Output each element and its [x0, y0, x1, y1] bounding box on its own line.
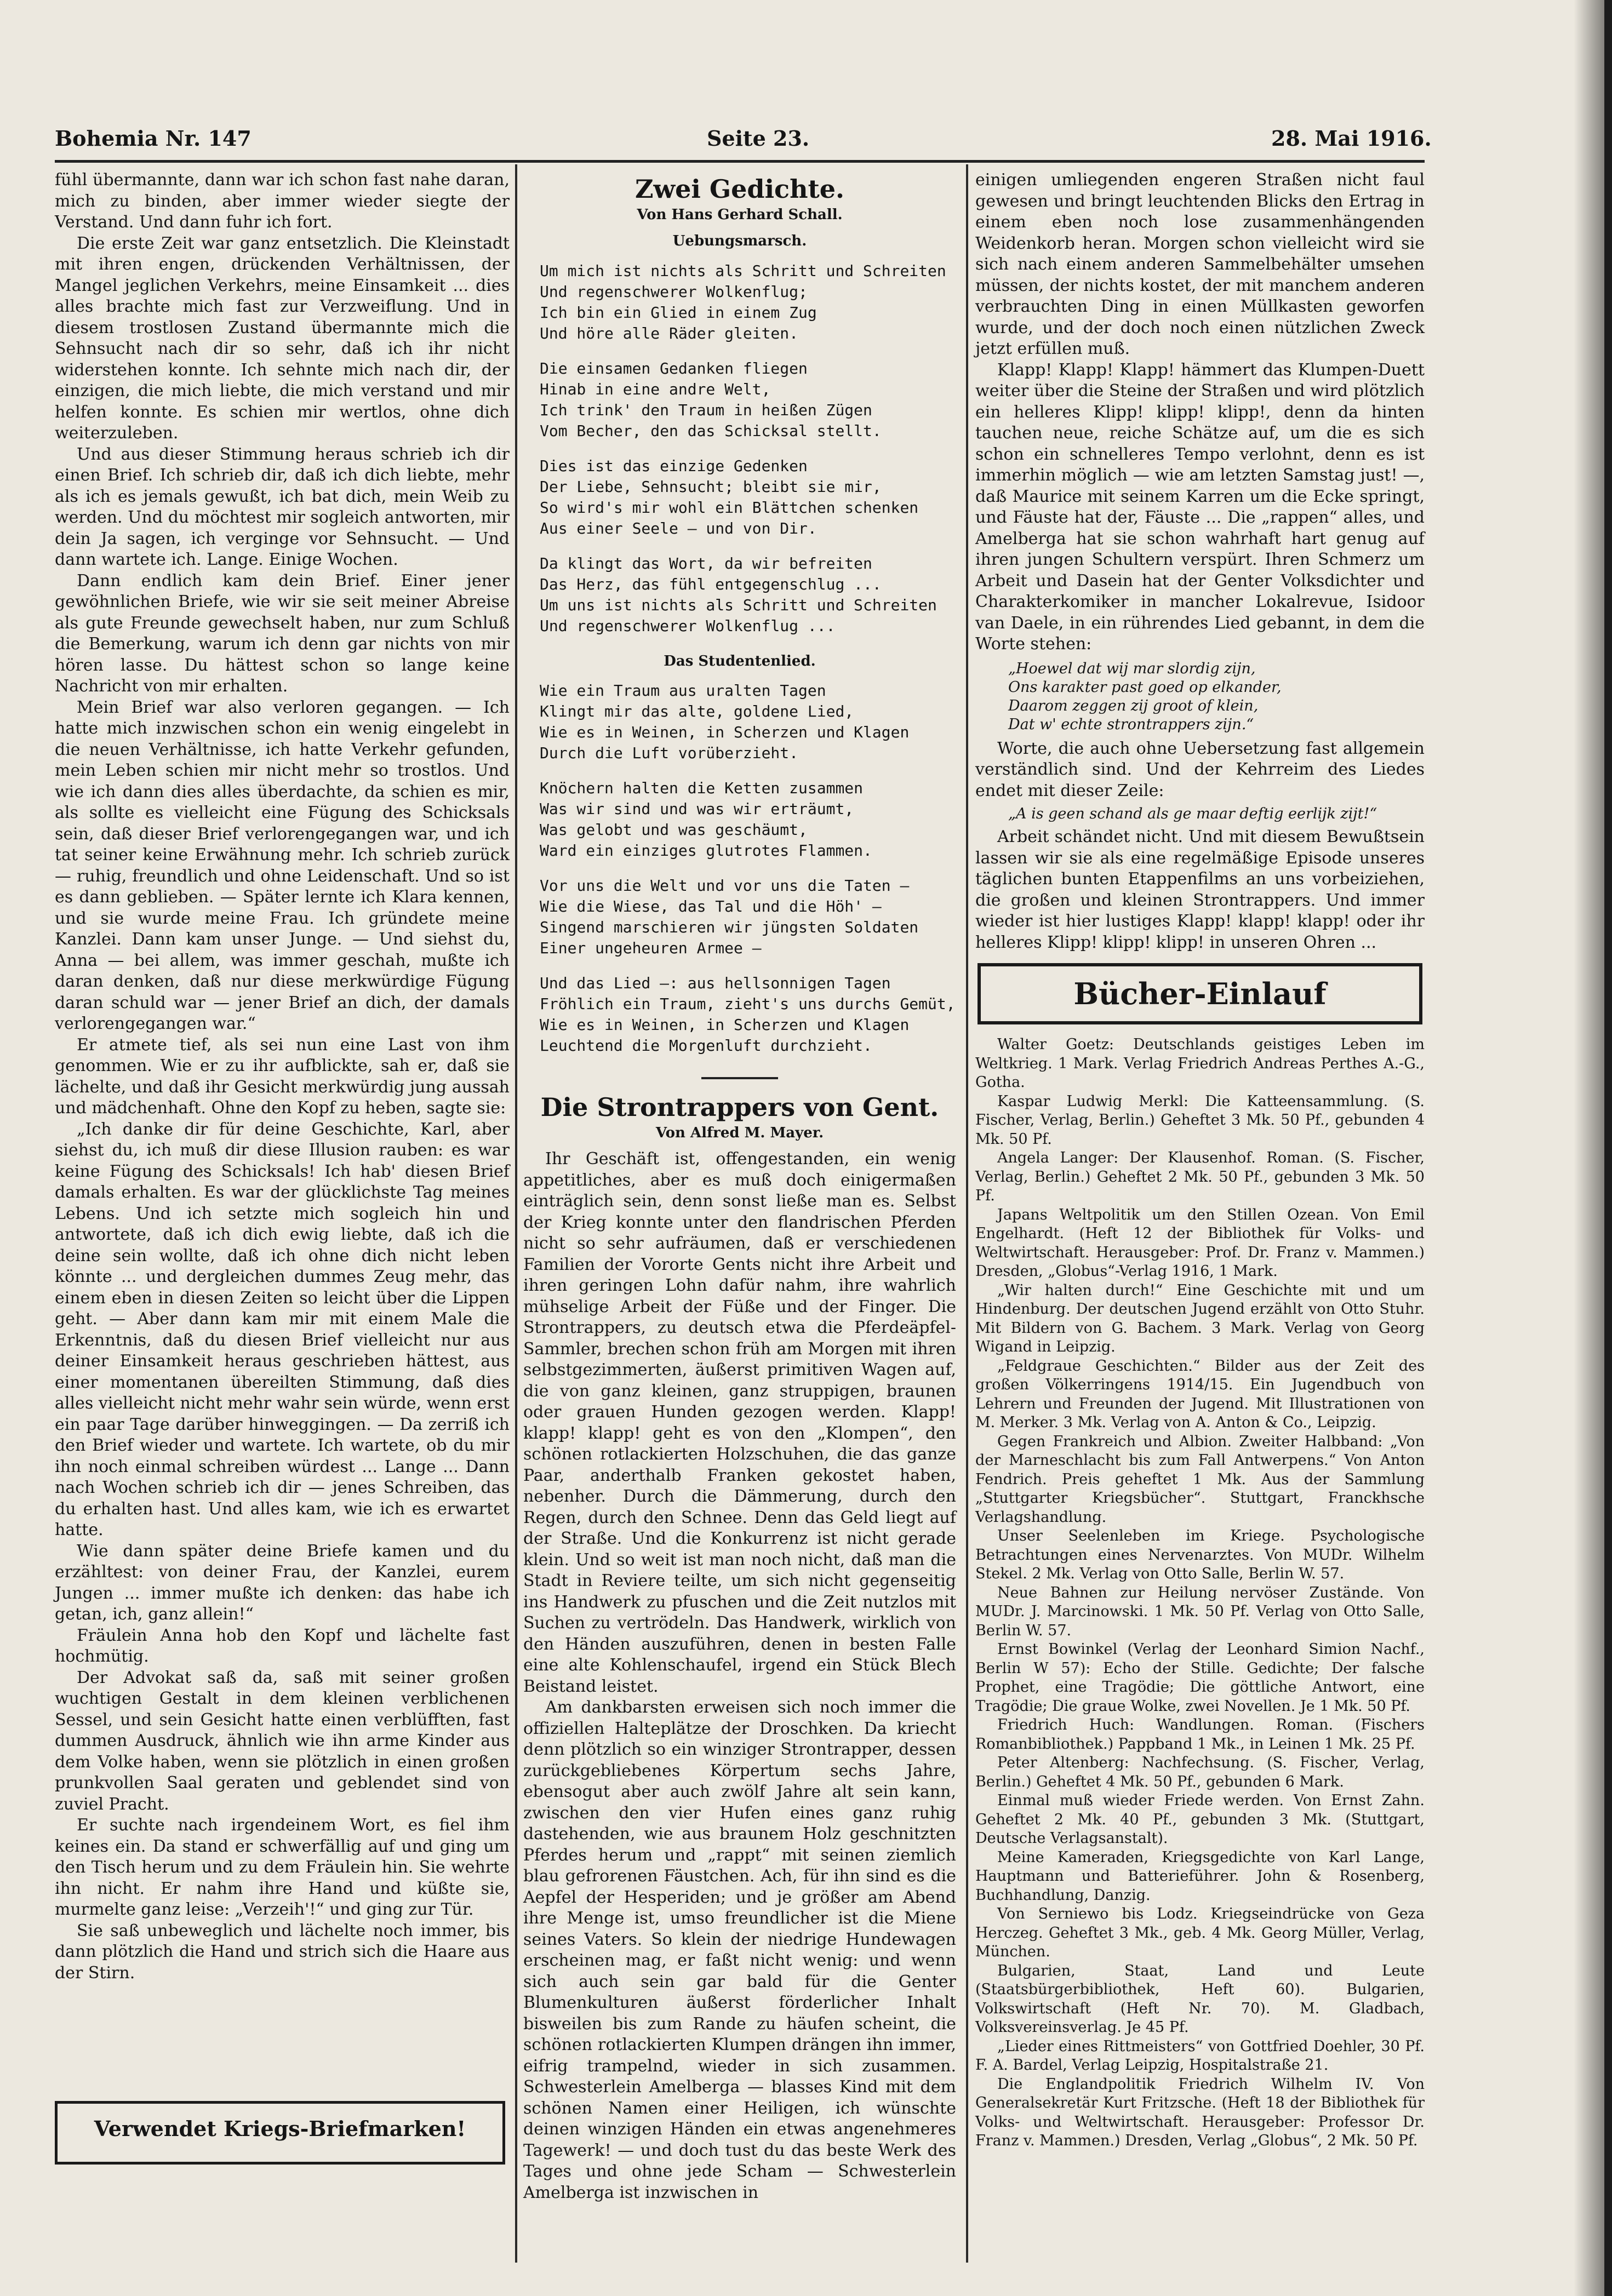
book-entry: Ernst Bowinkel (Verlag der Leonhard Simion Nachf., Berlin W 57): Echo der Stille. Gedichte; Der falsche Prophet, eine Tragödie; Die göttliche Antwort, eine Tragödie; Die graue Wolke, zwei Novellen. Je 1 Mk. 50 Pf. — [975, 1641, 1425, 1715]
poem-line: Dies ist das einzige Gedenken — [540, 456, 808, 475]
paragraph: Er atmete tief, als sei nun eine Last von ihm genommen. Wie er zu ihr aufblickte, sah er, daß sie lächelte, und daß ihr Gesicht merkwürdig jung aussah und mädchenhaft. Ohne den Kopf zu heben, sagte sie: — [55, 1035, 510, 1118]
paragraph: Sie saß unbeweglich und lächelte noch immer, bis dann plötzlich die Hand und strich sich die Haare aus der Stirn. — [55, 1921, 510, 1983]
poem-line: Knöchern halten die Ketten zusammen — [540, 779, 864, 797]
section-divider — [701, 1077, 778, 1079]
poem2-title: Das Studentenlied. — [664, 652, 816, 669]
poem-line: Einer ungeheuren Armee — — [540, 939, 762, 957]
paragraph: Er suchte nach irgendeinem Wort, es fiel ihm keines ein. Da stand er schwerfällig auf und ging um den Tisch herum und zu dem Fräulein hin. Sie wehrte ihn nicht. Er nahm ihre Hand und küßte sie, murmelte ganz leise: „Verzeih'!“ und ging zur Tür. — [55, 1816, 510, 1919]
paragraph: einigen umliegenden engeren Straßen nicht faul gewesen und bringt leuchtenden Blicks den Ertrag in einem eben noch lose zusammenhängenden Weidenkorb heran. Morgen schon vielleicht wird sie sich nach einem anderen Sammelbehälter umsehen müssen, der nichts kostet, der mit manchem anderen verbrauchten Ding in einen Müllkasten geworfen wurde, und der doch noch einen nützlichen Zweck jetzt erfüllen muß. — [975, 170, 1425, 358]
poem-line: Hinab in eine andre Welt, — [540, 380, 771, 398]
poem-line: Fröhlich ein Traum, zieht's uns durchs Gemüt, — [540, 995, 956, 1013]
poem2 — [540, 680, 956, 1056]
poem-line: Vor uns die Welt und vor uns die Taten — — [540, 877, 910, 895]
poem-line: Und das Lied —: aus hellsonnigen Tagen — [540, 974, 891, 992]
poem-line: Ich bin ein Glied in einem Zug — [540, 303, 817, 322]
poem1 — [540, 261, 956, 637]
poem-line: Durch die Luft vorüberzieht. — [540, 744, 799, 762]
poem-stanza — [540, 875, 956, 959]
poem-line: Wie ein Traum aus uralten Tagen — [540, 682, 826, 700]
book-entry: „Lieder eines Rittmeisters“ von Gottfried Doehler, 30 Pf. F. A. Bardel, Verlag Leipzig, Hospitalstraße 21. — [975, 2037, 1425, 2074]
paragraph: Arbeit schändet nicht. Und mit diesem Bewußtsein lassen wir sie als eine regelmäßige Episode unseres täglichen bunten Etappenfilms an uns vorbeiziehen, die großen und kleinen Strontrappers. Und immer wieder ist hier lustiges Klapp! klapp! klapp! oder ihr helleres Klipp! klipp! klipp! in unseren Ohren ... — [975, 827, 1425, 952]
poems-title: Zwei Gedichte. — [634, 174, 845, 204]
war-stamps-notice-box: Verwendet Kriegs-Briefmarken! — [55, 2101, 505, 2165]
quote-line: Ons karakter past goed op elkander, — [1008, 678, 1282, 696]
paragraph: Die erste Zeit war ganz entsetzlich. Die Kleinstadt mit ihren engen, drückenden Verhältnissen, der Mangel jeglichen Verkehrs, meine Einsamkeit ... dies alles brachte mich fast zur Verzweiflung. Und in diesem trostlosen Zustand übermannte mich die Sehnsucht nach dir so sehr, daß ich ihr nicht widerstehen konnte. Ich sehnte mich nach dir, der einzigen, die mich liebte, die mich verstand und mir helfen konnte. Es schien mir wertlos, ohne dich weiterzuleben. — [55, 233, 510, 443]
poem-line: Aus einer Seele — und von Dir. — [540, 519, 817, 537]
poem-stanza — [540, 778, 956, 861]
poem-line: Der Liebe, Sehnsucht; bleibt sie mir, — [540, 477, 882, 496]
column-middle — [523, 170, 956, 2203]
paragraph: Mein Brief war also verloren gegangen. — Ich hatte mich inzwischen schon ein wenig eingelebt in die neuen Verhältnisse, ich hatte Verkehr gefunden, mein Leben schien mir nicht mehr so trostlos. Und wie ich dann dies alles überdachte, da schien es mir, als sollte es vielleicht eine Fügung des Schicksals sein, daß dieser Brief verlorengegangen war, und ich tat seiner keine Erwähnung mehr. Ich schrieb zurück — ruhig, freundlich und ohne Leidenschaft. Und so ist es dann geblieben. — Später lernte ich Klara kennen, und sie wurde meine Frau. Ich gründete meine Kanzlei. Dann kam unser Junge. — Und siehst du, Anna — bei allem, was immer geschah, mußte ich daran denken, daß nur diese merkwürdige Fügung daran schuld war — jener Brief an dich, der damals verlorengegangen war.“ — [55, 697, 510, 1033]
poem-line: Um mich ist nichts als Schritt und Schreiten — [540, 261, 946, 280]
poem-line: Singend marschieren wir jüngsten Soldaten — [540, 918, 919, 936]
poem-line: Und höre alle Räder gleiten. — [540, 324, 799, 342]
header-date: 28. Mai 1916. — [1271, 126, 1432, 151]
paragraph: Wie dann später deine Briefe kamen und du erzähltest: von deiner Frau, der Kanzlei, eurem Jungen ... immer mußte ich denken: das habe ich getan, ich, ganz allein!“ — [55, 1541, 510, 1624]
poem-line: Das Herz, das fühl entgegenschlug ... — [540, 575, 882, 593]
book-entry: Unser Seelenleben im Kriege. Psychologische Betrachtungen eines Nervenarztes. Von MUDr. Wilhelm Stekel. 2 Mk. Verlag von Otto Salle, Berlin W. 57. — [975, 1527, 1425, 1582]
header-rule — [55, 160, 1425, 163]
poem-line: Klingt mir das alte, goldene Lied, — [540, 702, 854, 720]
quote-line: Dat w' echte strontrappers zijn.“ — [1008, 715, 1254, 733]
refrain-quote: „A is geen schand als ge maar deftig eerlijk zijt!“ — [1008, 805, 1377, 822]
header-page-number: Seite 23. — [707, 126, 810, 151]
book-entry: Von Serniewo bis Lodz. Kriegseindrücke von Geza Herczeg. Geheftet 3 Mk., geb. 4 Mk. Georg Müller, Verlag, München. — [975, 1905, 1425, 1960]
paragraph: Fräulein Anna hob den Kopf und lächelte fast hochmütig. — [55, 1625, 510, 1666]
quote-line: „Hoewel dat wij mar slordig zijn, — [1008, 660, 1256, 677]
poem-line: Die einsamen Gedanken fliegen — [540, 359, 808, 377]
paragraph: Und aus dieser Stimmung heraus schrieb ich dir einen Brief. Ich schrieb dir, daß ich dich liebte, mehr als ich es jemals gewußt, ich bat dich, mein Weib zu werden. Und du möchtest mir sogleich antworten, mir dein Ja sagen, ich verginge vor Sehnsucht. — Und dann wartete ich. Lange. Einige Wochen. — [55, 444, 510, 569]
book-entry: Japans Weltpolitik um den Stillen Ozean. Von Emil Engelhardt. (Heft 12 der Bibliothek für Volks- und Weltwirtschaft. Herausgeber: Prof. Dr. Franz v. Mammen.) Dresden, „Globus“-Verlag 1916, 1 Mark. — [975, 1206, 1425, 1280]
poem-line: So wird's mir wohl ein Blättchen schenken — [540, 498, 919, 517]
column-right — [975, 170, 1425, 2151]
poem-stanza — [540, 358, 956, 442]
column-rule-1 — [515, 164, 517, 2263]
poem-line: Wie es in Weinen, in Scherzen und Klagen — [540, 723, 910, 741]
poem-line: Ward ein einziges glutrotes Flammen. — [540, 841, 872, 860]
paragraph: Dann endlich kam dein Brief. Einer jener gewöhnlichen Briefe, wie wir sie seit meiner Abreise als gute Freunde gewechselt haben, nur zum Schluß die Bemerkung, warum ich denn gar nichts von mir hören lasse. Du hättest schon so lange keine Nachricht von mir erhalten. — [55, 571, 510, 696]
poem-line: Um uns ist nichts als Schritt und Schreiten — [540, 596, 937, 614]
column-left — [55, 170, 510, 1984]
book-entry: Die Englandpolitik Friedrich Wilhelm IV. Von Generalsekretär Kurt Fritzsche. (Heft 18 der Bibliothek für Volks- und Weltwirtschaft. Herausgeber: Professor Dr. Franz v. Mammen.) Dresden, Verlag „Globus“, 2 Mk. 50 Pf. — [975, 2075, 1425, 2149]
poem-line: Da klingt das Wort, da wir befreiten — [540, 554, 872, 572]
poem-line: Und regenschwerer Wolkenflug; — [540, 282, 808, 301]
poem-line: Vom Becher, den das Schicksal stellt. — [540, 421, 882, 440]
paragraph: fühl übermannte, dann war ich schon fast nahe daran, mich zu binden, aber immer wieder siegte der Verstand. Und dann fuhr ich fort. — [55, 170, 510, 232]
poem-line: Und regenschwerer Wolkenflug ... — [540, 616, 836, 635]
book-entry: Walter Goetz: Deutschlands geistiges Leben im Weltkrieg. 1 Mark. Verlag Friedrich Andreas Perthes A.-G., Gotha. — [975, 1036, 1425, 1091]
book-entry: „Feldgraue Geschichten.“ Bilder aus der Zeit des großen Völkerringens 1914/15. Ein Jugendbuch von Lehrern und Freunden der Jugend. Mit Illustrationen von M. Merker. 3 Mk. Verlag von A. Anton & Co., Leipzig. — [975, 1357, 1425, 1431]
poem1-title: Uebungsmarsch. — [672, 233, 807, 249]
page-header — [55, 115, 1432, 164]
story-title: Die Strontrappers von Gent. — [540, 1092, 939, 1122]
book-entry: Kaspar Ludwig Merkl: Die Katteensammlung. (S. Fischer, Verlag, Berlin.) Geheftet 3 Mk. 50 Pf., gebunden 4 Mk. 50 Pf. — [975, 1092, 1425, 1148]
paragraph: „Ich danke dir für deine Geschichte, Karl, aber siehst du, ich muß dir diese Illusion rauben: es war keine Fügung des Schicksals! Ich hab' diesen Brief damals erhalten. Es war der glücklichste Tag meines Lebens. Und ich setzte mich sogleich hin und antwortete, daß ich dich ewig liebte, daß ich die deine sein wollte, daß ich ohne dich nicht leben könnte ... und dergleichen dummes Zeug mehr, das einem eben in diesen Zeiten so leicht über die Lippen geht. — Aber dann kam mir mit einem Male die Erkenntnis, daß du diesen Brief vielleicht nur aus deiner Einsamkeit heraus geschrieben hättest, aus einer momentanen übereilten Stimmung, daß dies alles vielleicht nicht mehr wahr sein würde, wenn erst ein paar Tage darüber hinweggingen. — Da zerriß ich den Brief wieder und wartete. Ich wartete, ob du mir ihn noch einmal schreiben würdest ... Lange ... Dann nach Wochen schrieb ich dir — jenes Schreiben, das du erhalten hast. Und alles kam, wie ich es erwartet hatte. — [55, 1119, 510, 1539]
paragraph: Klapp! Klapp! Klapp! hämmert das Klumpen-Duett weiter über die Steine der Straßen und wird plötzlich ein helleres Klipp! klipp! klipp!, denn da hinten tauchen neue, reiche Schätze auf, um die es sich schon ein schnelleres Tempo verlohnt, denn es ist immerhin möglich — wie am letzten Samstag just! —, daß Maurice mit seinem Karren um die Ecke springt, und Fäuste hat der, Fäuste ... Die „rappen“ alles, und Amelberga hat sie schon wahrhaft hart genug auf ihren jungen Schultern verspürt. Ihren Schmerz um Arbeit und Dasein hat der Genter Volksdichter und Charakterkomiker in mancher Lokalrevue, Isidoor van Daele, in ein rührendes Lied gebannt, in dem die Worte stehen: — [975, 360, 1425, 654]
poem-stanza — [540, 456, 956, 539]
paragraph: Am dankbarsten erweisen sich noch immer die offiziellen Halteplätze der Droschken. Da kriecht denn plötzlich so ein winziger Strontrapper, dessen zurückgebliebenes Körpertum sechs Jahre, ebensogut aber auch zwölf Jahre alt sein kann, zwischen den vier Hufen eines ganz ruhig dastehenden, wie aus braunem Holz geschnitzten Pferdes herum und „rappt“ mit seinen ziemlich blau gefrorenen Fäustchen. Ach, für ihn sind es die Aepfel der Hesperiden; und je größer am Abend ihre Menge ist, umso freundlicher ist die Miene seines Vaters. So klein der niedrige Hundewagen erscheinen mag, er faßt nicht wenig: und wenn sich auch sein gar bald für die Genter Blumenkulturen äußerst förderlicher Inhalt bisweilen bis zum Rande zu häufen scheint, die schönen rotlackierten Klumpen drängen ihn immer, eifrig trampelnd, wieder in sich zusammen. Schwesterlein Amelberga — blasses Kind mit dem schönen Namen einer Heiligen, ich wünschte deinen winzigen Händen ein etwas angenehmeres Tagewerk! — und doch tust du das beste Werk des Tages und ohne jede Scham — Schwesterlein Amelberga ist inzwischen in — [523, 1698, 956, 2202]
book-entry: Bulgarien, Staat, Land und Leute (Staatsbürgerbibliothek, Heft 60). Bulgarien, Volkswirtschaft (Heft Nr. 70). M. Gladbach, Volksvereinsverlag. Je 45 Pf. — [975, 1962, 1425, 2036]
poem-line: Was gelobt und was geschäumt, — [540, 821, 808, 839]
book-entry: Angela Langer: Der Klausenhof. Roman. (S. Fischer, Verlag, Berlin.) Geheftet 2 Mk. 50 Pf., gebunden 3 Mk. 50 Pf. — [975, 1149, 1425, 1204]
book-entry: Gegen Frankreich und Albion. Zweiter Halbband: „Von der Marneschlacht bis zum Fall Antwerpens.“ Von Anton Fendrich. Preis geheftet 1 Mk. Aus der Sammlung „Stuttgarter Kriegsbücher“. Stuttgart, Franckhsche Verlagshandlung. — [975, 1433, 1425, 1526]
poem-line: Wie die Wiese, das Tal und die Höh' — — [540, 897, 882, 915]
poem-line: Ich trink' den Traum in heißen Zügen — [540, 400, 872, 419]
poem-stanza — [540, 553, 956, 637]
poem-stanza — [540, 973, 956, 1056]
header-paper-issue: Bohemia Nr. 147 — [55, 126, 251, 151]
paragraph: Der Advokat saß da, saß mit seiner großen wuchtigen Gestalt in dem kleinen verblichenen Sessel, und sein Gesicht hatte einen verblüfften, fast dummen Ausdruck, ähnlich wie ihn arme Kinder aus dem Volke haben, wenn sie plötzlich in einen großen prunkvollen Saal geraten und geblendet sind von zuviel Pracht. — [55, 1668, 510, 1814]
book-entry: Peter Altenberg: Nachfechsung. (S. Fischer, Verlag, Berlin.) Geheftet 4 Mk. 50 Pf., gebunden 6 Mark. — [975, 1754, 1425, 1790]
book-entry: Neue Bahnen zur Heilung nervöser Zustände. Von MUDr. J. Marcinowski. 1 Mk. 50 Pf. Verlag von Otto Salle, Berlin W. 57. — [975, 1584, 1425, 1639]
poems-byline: Von Hans Gerhard Schall. — [637, 206, 843, 223]
book-entry: Einmal muß wieder Friede werden. Von Ernst Zahn. Geheftet 2 Mk. 40 Pf., gebunden 3 Mk. (Stuttgart, Deutsche Verlagsanstalt). — [975, 1792, 1425, 1847]
poem-stanza — [540, 680, 956, 764]
poem-line: Was wir sind und was wir erträumt, — [540, 800, 854, 818]
poem-stanza — [540, 261, 956, 344]
paragraph: Ihr Geschäft ist, offengestanden, ein wenig appetitliches, aber es muß doch einigermaßen einträglich sein, denn sonst ließe man es. Selbst der Krieg konnte unter den flandrischen Pferden nicht so sehr aufräumen, daß er verschiedenen Familien der Vororte Gents nicht ihre Arbeit und ihren geringen Lohn dafür nahm, ihre wahrlich mühselige Arbeit der Füße und der Finger. Die Strontrappers, zu deutsch etwa die Pferdeäpfel-Sammler, brechen schon früh am Morgen mit ihren selbstgezimmerten, äußerst primitiven Wagen auf, die von ganz kleinen, ganz struppigen, braunen oder grauen Hunden gezogen werden. Klapp! klapp! klapp! geht es von den „Klompen“, den schönen rotlackierten Holzschuhen, die das ganze Paar, anderthalb Franken gekostet haben, nebenher. Durch die Dämmerung, durch den Regen, durch den Schnee. Denn das Geld liegt auf der Straße. Und die Konkurrenz ist nicht gerade klein. Und so weit ist man noch nicht, daß man die Stadt in Reviere teilte, um sich nicht gegenseitig ins Handwerk zu pfuschen und die Zeit nutzlos mit Suchen zu vertrödeln. Das Handwerk, wirklich von den Händen auszuführen, denen in besten Falle eine alte Kohlenschaufel, irgend ein Stück Blech Beistand leistet. — [523, 1149, 956, 1696]
column-rule-2 — [966, 164, 968, 2263]
page-edge-dark — [1604, 0, 1612, 2296]
poem-line: Wie es in Weinen, in Scherzen und Klagen — [540, 1016, 910, 1034]
dutch-song-quote — [975, 660, 1425, 734]
book-entry: Friedrich Huch: Wandlungen. Roman. (Fischers Romanbibliothek.) Pappband 1 Mk., in Leinen 1 Mk. 25 Pf. — [975, 1716, 1425, 1753]
books-received-heading: Bücher-Einlauf — [978, 963, 1422, 1024]
book-entry: „Wir halten durch!“ Eine Geschichte mit und um Hindenburg. Der deutschen Jugend erzählt von Otto Stuhr. Mit Bildern von G. Bachem. 3 Mark. Verlag von Georg Wigand in Leipzig. — [975, 1281, 1425, 1355]
paragraph: Worte, die auch ohne Uebersetzung fast allgemein verständlich sind. Und der Kehrreim des Liedes endet mit dieser Zeile: — [975, 738, 1425, 800]
poem-line: Leuchtend die Morgenluft durchzieht. — [540, 1037, 872, 1055]
quote-line: Daarom zeggen zij groot of klein, — [1008, 697, 1259, 714]
story-byline: Von Alfred M. Mayer. — [655, 1124, 824, 1141]
book-entry: Meine Kameraden, Kriegsgedichte von Karl Lange, Hauptmann und Batterieführer. John & Rosenberg, Buchhandlung, Danzig. — [975, 1848, 1425, 1904]
